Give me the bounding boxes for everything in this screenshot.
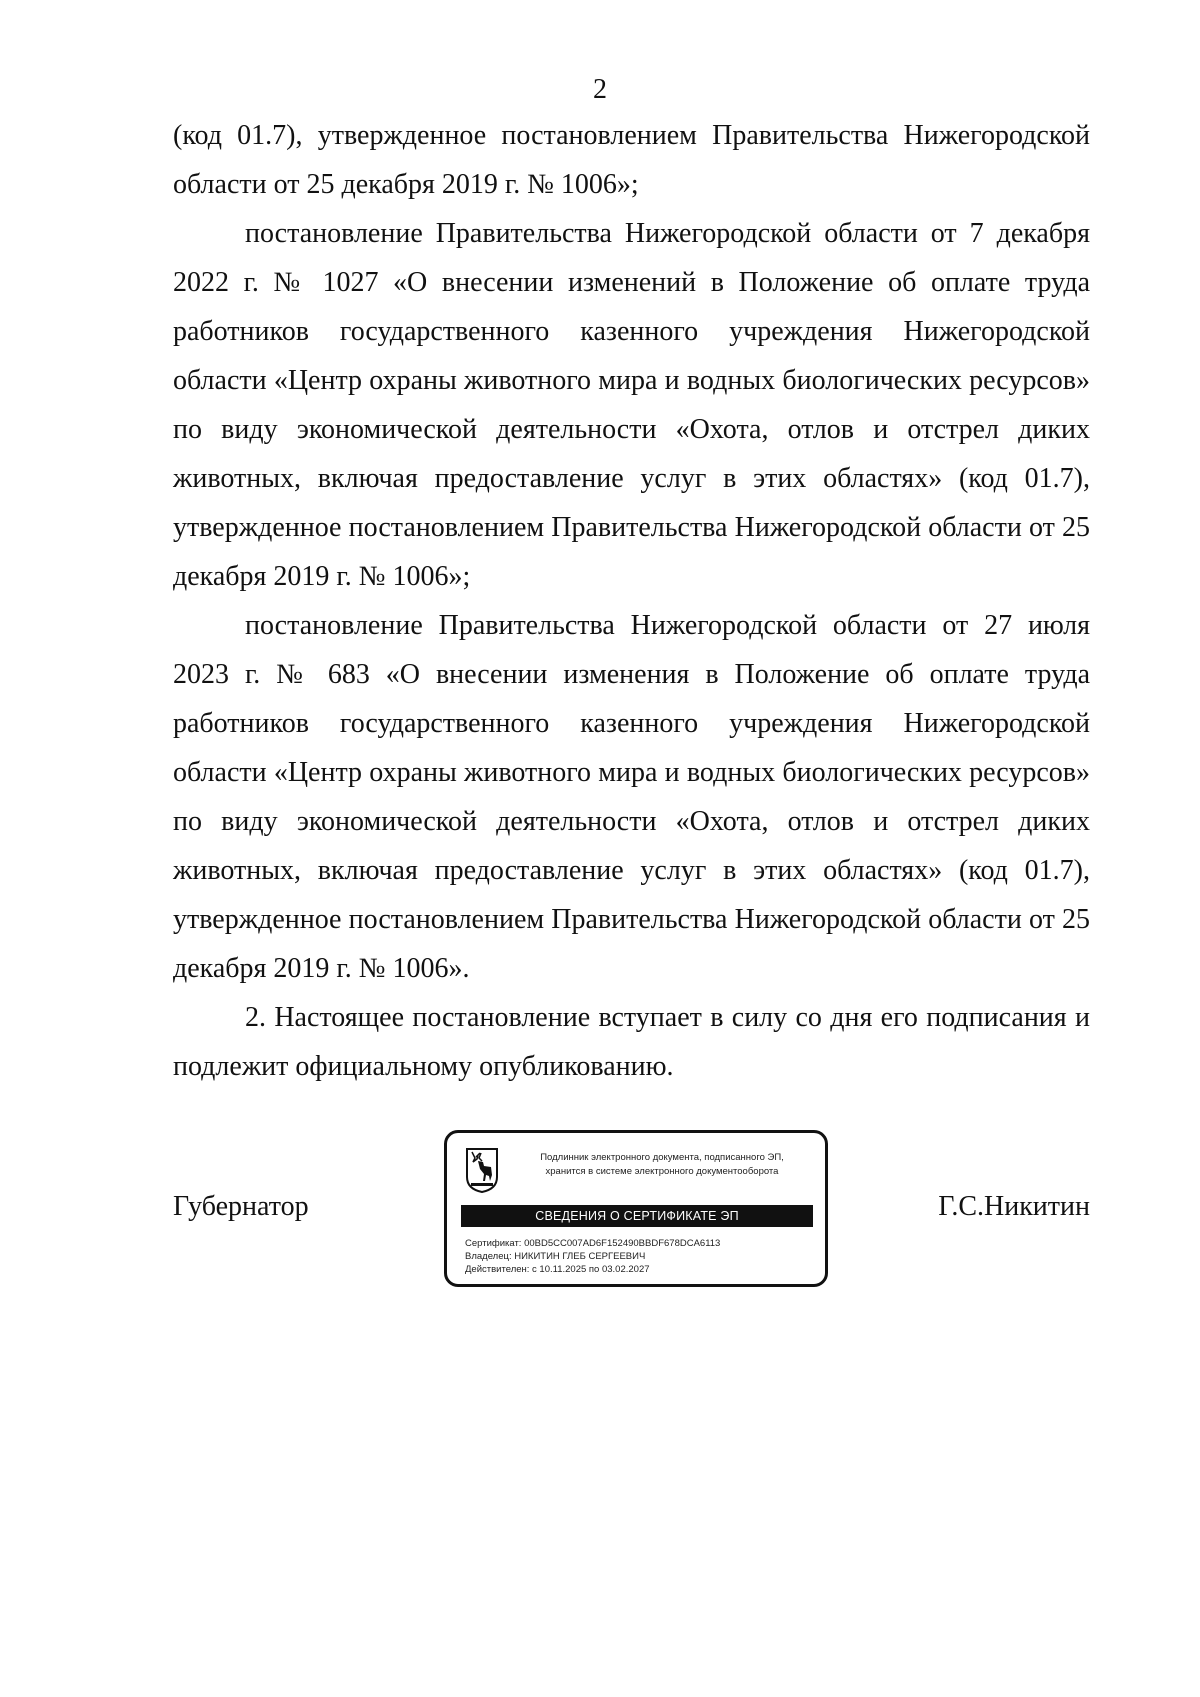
certificate-number: Сертификат: 00BD5CC007AD6F152490BBDF678DCA6113 <box>465 1238 721 1249</box>
stamp-note-line-2: хранится в системе электронного документооборота <box>545 1166 779 1177</box>
certificate-details <box>465 1237 815 1276</box>
nizhny-novgorod-deer-emblem-icon <box>465 1147 499 1193</box>
stamp-note-line-1: Подлинник электронного документа, подписанного ЭП, <box>540 1152 784 1163</box>
signatory-position: Губернатор <box>173 1191 309 1222</box>
certificate-owner: Владелец: НИКИТИН ГЛЕБ СЕРГЕЕВИЧ <box>465 1251 646 1262</box>
certificate-validity: Действителен: с 10.11.2025 по 03.02.2027 <box>465 1264 650 1275</box>
paragraph-4: 2. Настоящее постановление вступает в силу со дня его подписания и подлежит официальному опубликованию. <box>173 1002 1090 1082</box>
certificate-info-header: СВЕДЕНИЯ О СЕРТИФИКАТЕ ЭП <box>461 1205 813 1227</box>
stamp-note <box>507 1151 817 1179</box>
paragraph-2: постановление Правительства Нижегородской области от 7 декабря 2022 г. № 1027 «О внесении изменений в Положение об оплате труда работников государственного казенного учреждения Нижегородской области «Центр охраны животного мира и водных биологических ресурсов» по виду экономической деятельности «Охота, отлов и отстрел диких животных, включая предоставление услуг в этих областях» (код 01.7), утвержденное постановлением Правительства Нижегородской области от 25 декабря 2019 г. № 1006»; <box>173 218 1090 592</box>
paragraph-3: постановление Правительства Нижегородской области от 27 июля 2023 г. № 683 «О внесении изменения в Положение об оплате труда работников государственного казенного учреждения Нижегородской области «Центр охраны животного мира и водных биологических ресурсов» по виду экономической деятельности «Охота, отлов и отстрел диких животных, включая предоставление услуг в этих областях» (код 01.7), утвержденное постановлением Правительства Нижегородской области от 25 декабря 2019 г. № 1006». <box>173 610 1090 984</box>
signatory-name: Г.С.Никитин <box>938 1191 1090 1222</box>
paragraph-1: (код 01.7), утвержденное постановлением Правительства Нижегородской области от 25 декабря 2019 г. № 1006»; <box>173 120 1090 200</box>
page-number: 2 <box>593 74 607 105</box>
electronic-signature-stamp <box>444 1130 828 1287</box>
document-body <box>173 111 1090 1091</box>
